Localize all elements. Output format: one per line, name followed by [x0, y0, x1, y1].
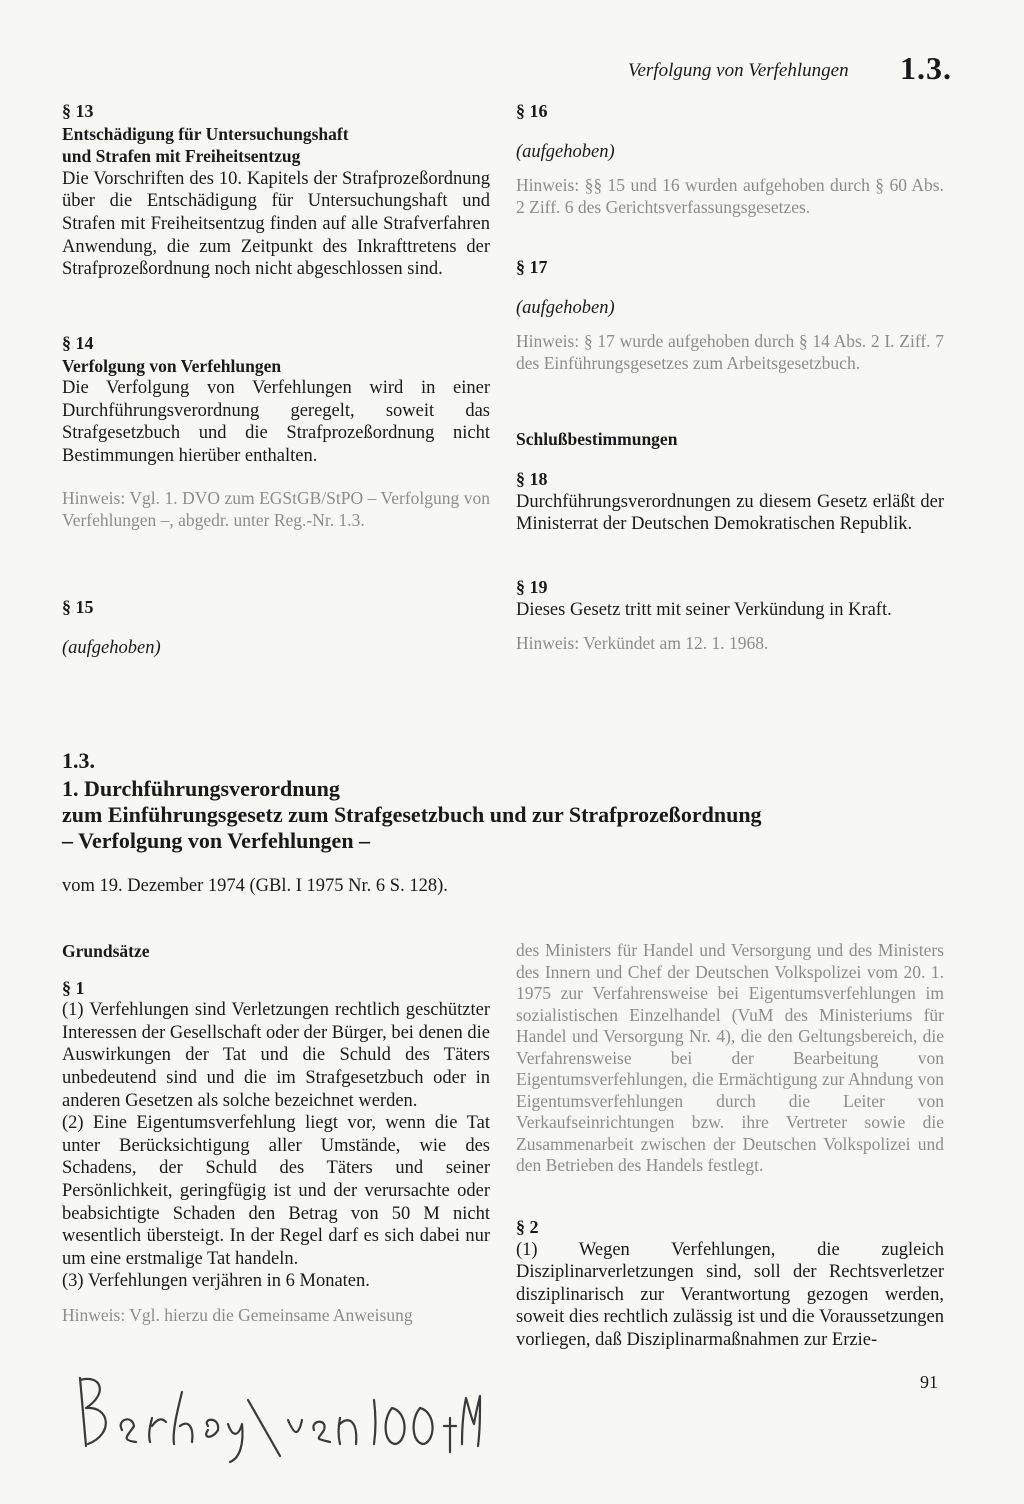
paragraph-text: (1) Verfehlungen sind Verletzungen rechtlich geschützter Interessen der Gesellschaft oder der Bürger, bei denen die Auswirkungen der Tat und die Schuld des Täters unbedeutend sind und die im Strafgesetzbuch oder in anderen Gesetzen als solche bezeichnet werden.	[62, 1000, 490, 1111]
repealed-text: (aufgehoben)	[62, 637, 161, 658]
paragraph-title: Entschädigung für Untersuchungshaft	[62, 123, 349, 144]
paragraph-text: Dieses Gesetz tritt mit seiner Verkündung in Kraft.	[516, 599, 892, 620]
section-date: vom 19. Dezember 1974 (GBl. I 1975 Nr. 6 S. 128).	[62, 876, 448, 896]
section-19	[516, 576, 944, 655]
note-19: Hinweis: Verkündet am 12. 1. 1968.	[516, 633, 769, 654]
heading-principles: Grundsätze	[62, 941, 150, 961]
paragraph-number: § 17	[516, 257, 548, 277]
paragraph-title: Verfolgung von Verfehlungen	[62, 355, 282, 376]
section-16	[516, 100, 944, 218]
running-header-number: 1.3.	[900, 50, 952, 86]
section-15	[62, 596, 490, 659]
paragraph-number: § 13	[62, 101, 94, 121]
principles-block	[62, 940, 490, 1326]
running-header-title: Verfolgung von Verfehlungen	[628, 60, 849, 81]
section-title-line: – Verfolgung von Verfehlungen –	[62, 828, 371, 853]
paragraph-text: Die Verfolgung von Verfehlungen wird in einer Durchführungsverordnung geregelt, soweit das Strafgesetzbuch und die Strafprozeßordnung nicht Bestimmungen hierüber enthalten.	[62, 378, 490, 466]
note-14: Hinweis: Vgl. 1. DVO zum EGStGB/StPO – Verfolgung von Verfehlungen –, abgedr. unter Reg.-Nr. 1.3.	[62, 488, 490, 530]
page-number: 91	[920, 1372, 938, 1392]
paragraph-text: (3) Verfehlungen verjähren in 6 Monaten.	[62, 1271, 370, 1292]
section-number: 1.3.	[62, 748, 95, 773]
paragraph-number: § 15	[62, 597, 94, 617]
repealed-text: (aufgehoben)	[516, 297, 615, 318]
heading-closing-provisions: Schlußbestimmungen	[516, 429, 678, 449]
section-title-line: zum Einführungsgesetz zum Strafgesetzbuch und zur Strafprozeßordnung	[62, 802, 762, 827]
note-17: Hinweis: § 17 wurde aufgehoben durch § 14 Abs. 2 I. Ziff. 7 des Einführungsgesetzes zum Arbeitsgesetzbuch.	[516, 331, 944, 373]
paragraph-text: Die Vorschriften des 10. Kapitels der Strafprozeßordnung über die Entschädigung für Untersuchungshaft und Strafen mit Freiheitsentzug finden auf alle Strafverfahren Anwendung, die zum Zeitpunkt des Inkrafttretens der Strafprozeßordnung noch nicht abgeschlossen sind.	[62, 168, 490, 280]
section-17	[516, 256, 944, 374]
section-18	[516, 468, 944, 536]
paragraph-number: § 19	[516, 577, 548, 597]
section-title	[62, 776, 862, 854]
paragraph-text: Durchführungsverordnungen zu diesem Gesetz erläßt der Ministerrat der Deutschen Demokratischen Republik.	[516, 491, 944, 535]
section-title-line: 1. Durchführungsverordnung	[62, 776, 340, 801]
paragraph-text: (2) Eine Eigentumsverfehlung liegt vor, wenn die Tat unter Berücksichtigung aller Umstände, wie des Schadens, der Schuld des Täters und seiner Persönlichkeit, geringfügig ist und der verursachte oder beabsichtigte Schaden den Betrag von 50 M nicht wesentlich übersteigt. In der Regel darf es sich dabei nur um eine erstmalige Tat handeln.	[62, 1113, 490, 1269]
handwritten-annotation	[62, 1360, 482, 1470]
note-1: Hinweis: Vgl. hierzu die Gemeinsame Anweisung	[62, 1304, 413, 1325]
paragraph-number: § 1	[62, 977, 85, 998]
paragraph-number: § 18	[516, 469, 548, 489]
section-13	[62, 100, 490, 281]
paragraph-number: § 16	[516, 101, 548, 121]
note-16: Hinweis: §§ 15 und 16 wurden aufgehoben durch § 60 Abs. 2 Ziff. 6 des Gerichtsverfassungsgesetzes.	[516, 175, 944, 217]
paragraph-text: (1) Wegen Verfehlungen, die zugleich Disziplinarverletzungen sind, soll der Rechtsverletzer disziplinarisch zur Verantwortung gezogen werden, soweit dies rechtlich zulässig ist und die Voraussetzungen vorliegen, daß Disziplinarmaßnahmen zur Erzie-	[516, 1239, 944, 1350]
paragraph-number: § 2	[516, 1217, 539, 1237]
section-14	[62, 332, 490, 468]
paragraph-title: und Strafen mit Freiheitsentzug	[62, 146, 301, 167]
section-2	[516, 1216, 944, 1352]
note-1-continued: des Ministers für Handel und Versorgung und des Ministers des Innern und Chef der Deutschen Volkspolizei vom 20. 1. 1975 zur Verfahrensweise bei Eigentumsverfehlungen im sozialistischen Einzelhandel (VuM des Ministeriums für Handel und Versorgung Nr. 4), die den Geltungsbereich, die Verfahrensweise bei der Bearbeitung von Eigentumsverfehlungen, die Ermächtigung zur Ahndung von Eigentumsverfehlungen durch die Leiter von Verkaufseinrichtungen bzw. ihre Vertreter sowie die Zusammenarbeit zwischen der Deutschen Volkspolizei und den Betrieben des Handels festlegt.	[516, 940, 944, 1175]
repealed-text: (aufgehoben)	[516, 141, 615, 162]
paragraph-number: § 14	[62, 333, 94, 353]
